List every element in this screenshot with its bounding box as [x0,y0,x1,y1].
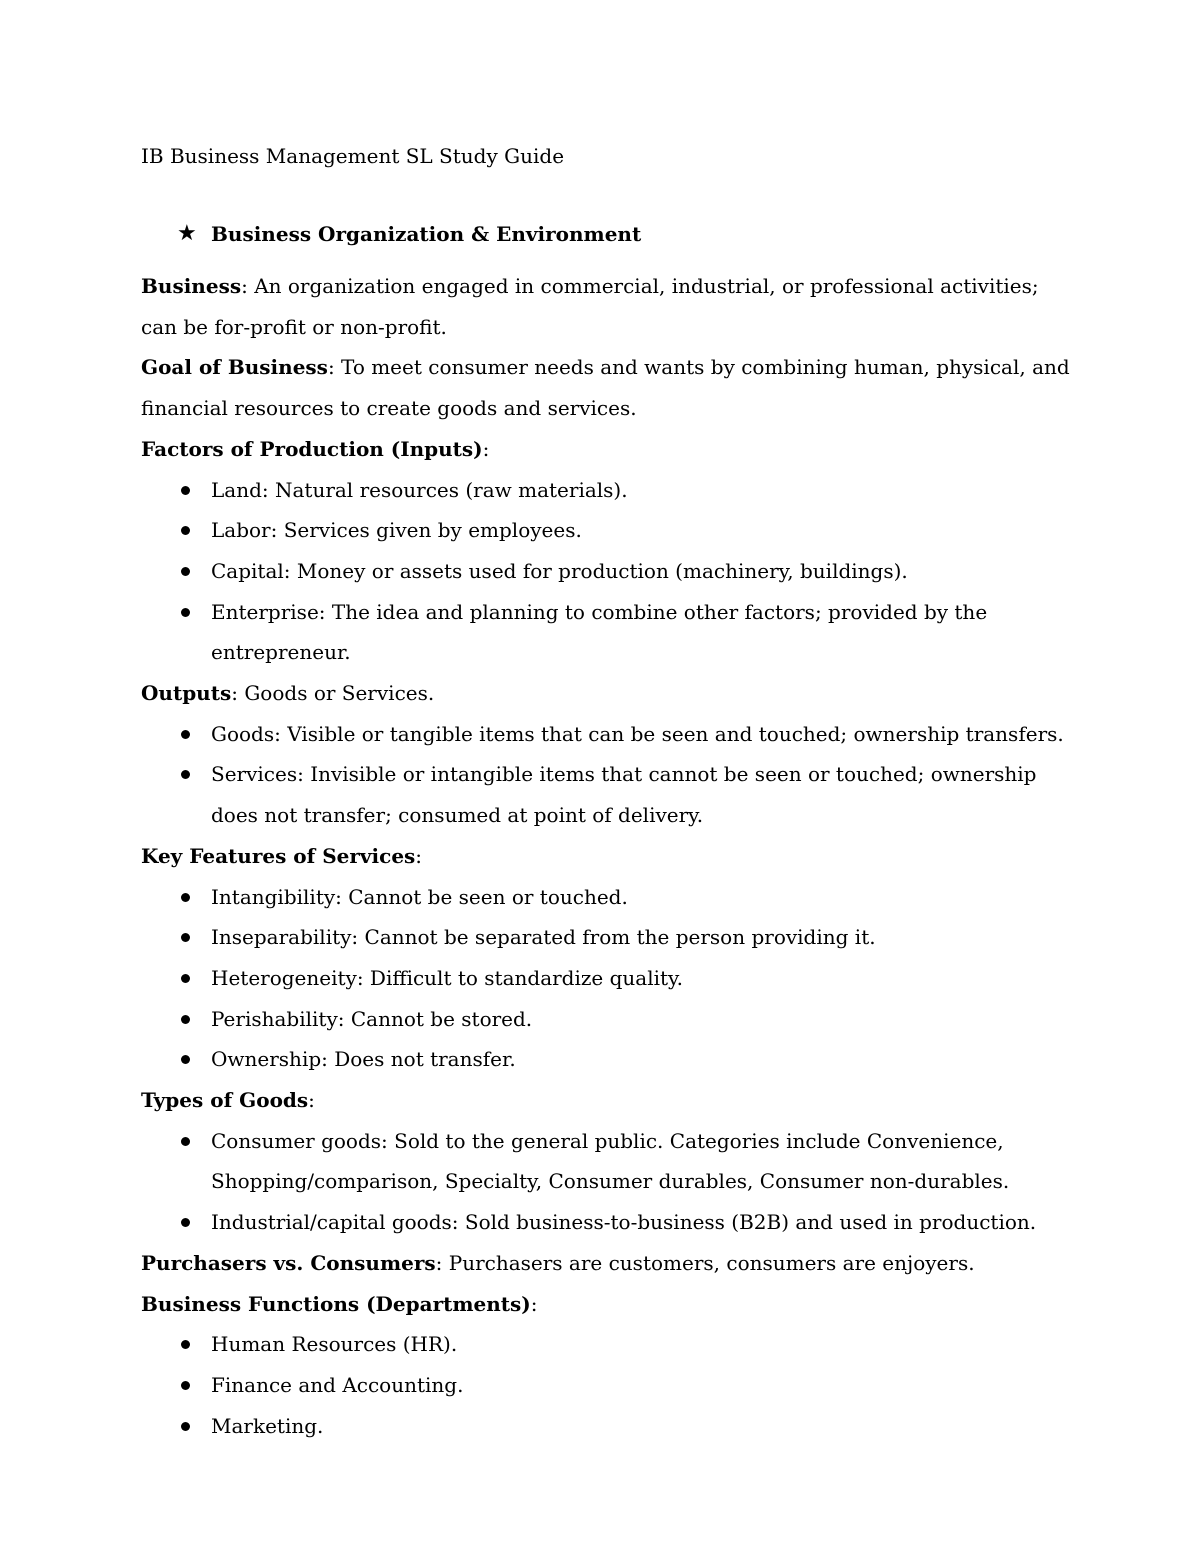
section-heading-text: Business Organization & Environment [211,222,642,246]
bullet-icon [181,1055,190,1064]
term-outputs: Outputs [141,681,232,706]
heading-outputs-text: : Goods or Services. [231,681,435,706]
list-item-text: Ownership: Does not transfer. [211,1047,516,1072]
bullet-icon [181,974,190,983]
list-item-text: Perishability: Cannot be stored. [211,1006,533,1031]
list-item [141,877,1071,918]
list-item [141,958,1071,999]
document-page [141,138,1071,1446]
list-item-text: Finance and Accounting. [211,1372,464,1397]
list-item-text: Capital: Money or assets used for production (machinery, buildings). [211,558,908,583]
list-item [141,1406,1071,1447]
list-item-text: Human Resources (HR). [211,1332,458,1357]
list-item [141,917,1071,958]
heading-factors-colon: : [482,436,490,461]
list-item [141,1202,1071,1243]
section-heading [141,216,1071,252]
list-item [141,551,1071,592]
bullet-icon [181,1015,190,1024]
list-item-text: Consumer goods: Sold to the general public. Categories include Convenience, Shopping/comparison, Specialty, Consumer durables, Consumer non-durables. [211,1128,1010,1194]
bullet-icon [181,893,190,902]
definition-purchasers [141,1243,1071,1284]
list-item [141,592,1071,673]
definition-goal [141,347,1071,428]
heading-factors [141,429,1071,470]
heading-functions [141,1284,1071,1325]
bullet-icon [181,567,190,576]
list-item [141,714,1071,755]
bullet-icon [181,486,190,495]
factors-list [141,470,1071,674]
heading-key-features [141,836,1071,877]
list-item-text: Intangibility: Cannot be seen or touched. [211,884,628,909]
bullet-icon [181,608,190,617]
list-item-text: Enterprise: The idea and planning to combine other factors; provided by the entrepreneur. [211,599,988,665]
definition-business [141,266,1071,347]
list-item [141,1324,1071,1365]
term-business: Business [141,274,242,298]
list-item-text: Services: Invisible or intangible items that cannot be seen or touched; ownership does not transfer; consumed at point of delivery. [211,762,1037,828]
list-item [141,1365,1071,1406]
definition-purchasers-text: : Purchasers are customers, consumers are enjoyers. [435,1250,975,1275]
list-item-text: Goods: Visible or tangible items that can be seen and touched; ownership transfers. [211,721,1064,746]
list-item-text: Marketing. [211,1413,324,1438]
term-purchasers: Purchasers vs. Consumers [141,1250,436,1275]
bullet-icon [181,1422,190,1431]
bullet-icon [181,1340,190,1349]
list-item [141,999,1071,1040]
list-item [141,470,1071,511]
list-item-text: Industrial/capital goods: Sold business-to-business (B2B) and used in production. [211,1210,1037,1235]
list-item [141,510,1071,551]
term-functions: Business Functions (Departments) [141,1291,531,1316]
heading-key-features-colon: : [415,843,423,868]
heading-types-of-goods-colon: : [308,1088,315,1113]
outputs-list [141,714,1071,836]
key-features-list [141,877,1071,1081]
heading-functions-colon: : [530,1291,538,1316]
list-item [141,754,1071,835]
definition-goal-text: : To meet consumer needs and wants by combining human, physical, and financial resources to create goods and services. [141,355,1070,421]
definition-business-text: : An organization engaged in commercial, industrial, or professional activities; can be for-profit or non-profit. [141,274,1039,339]
term-types-of-goods: Types of Goods [141,1088,309,1113]
bullet-icon [181,1137,190,1146]
term-goal: Goal of Business [141,355,328,380]
functions-list [141,1324,1071,1446]
bullet-icon [181,526,190,535]
bullet-icon [181,770,190,779]
list-item-text: Inseparability: Cannot be separated from the person providing it. [211,925,876,950]
list-item [141,1039,1071,1080]
list-item [141,1121,1071,1202]
heading-types-of-goods [141,1080,1071,1121]
bullet-icon [181,1381,190,1390]
term-factors: Factors of Production (Inputs) [141,436,483,461]
types-of-goods-list [141,1121,1071,1243]
bullet-icon [181,730,190,739]
list-item-text: Labor: Services given by employees. [211,518,582,543]
heading-outputs [141,673,1071,714]
term-key-features: Key Features of Services [141,843,416,868]
star-icon: ★ [177,221,197,246]
document-title: IB Business Management SL Study Guide [141,144,565,168]
bullet-icon [181,1218,190,1227]
bullet-icon [181,933,190,942]
list-item-text: Heterogeneity: Difficult to standardize quality. [211,965,684,990]
list-item-text: Land: Natural resources (raw materials). [211,477,628,502]
